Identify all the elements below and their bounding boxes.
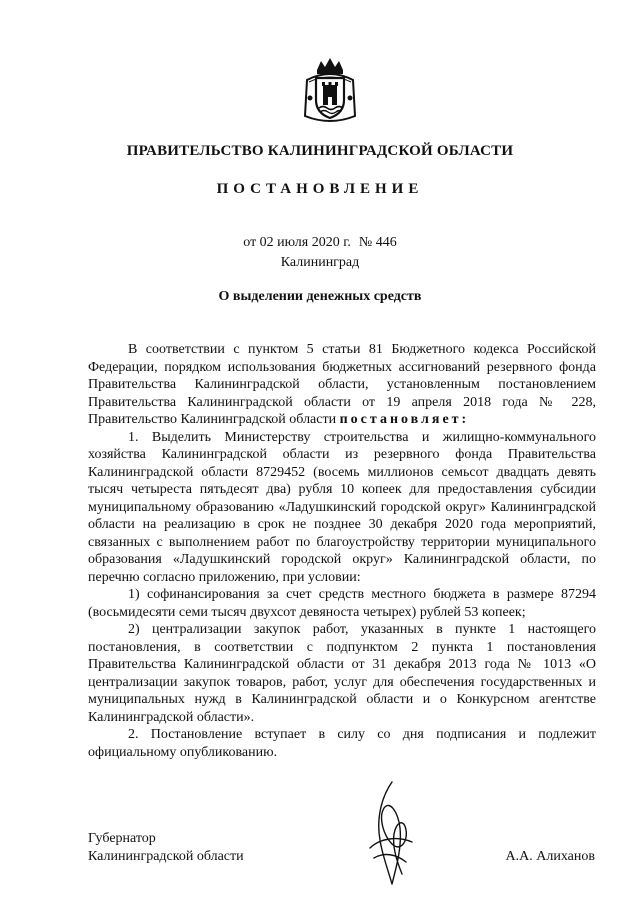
item-1-2-paragraph: 2) централизации закупок работ, указанных в пункте 1 настоящего постановления, в соответствии с подпунктом 2 пункта 1 постановления Правительства Калининградской области от 31 декабря 2013 года № 1013 «О централизации закупок товаров, работ, услуг для обеспечения государственных и муниципальных нужд в Калининградской области и о Конкурсном агентстве Калининградской области». — [88, 622, 596, 725]
preamble-paragraph — [88, 341, 596, 429]
preamble-text: В соответствии с пунктом 5 статьи 81 Бюджетного кодекса Российской Федерации, порядком использования бюджетных ассигнований резервного фонда Правительства Калининградской области, установленным постановлением Правительства Калининградской области от 19 апреля 2018 года № 228, Правительство Калининградской области — [88, 342, 596, 427]
signatory-title — [88, 830, 244, 865]
item-2-paragraph: 2. Постановление вступает в силу со дня подписания и подлежит официальному опубликованию. — [88, 727, 596, 760]
document-date: от 02 июля 2020 г. — [243, 235, 351, 250]
coat-of-arms-icon — [299, 56, 361, 126]
document-city: Калининград — [280, 255, 360, 270]
signatory-name: А.А. Алиханов — [505, 849, 595, 864]
date-line — [0, 235, 640, 251]
organization-title: ПРАВИТЕЛЬСТВО КАЛИНИНГРАДСКОЙ ОБЛАСТИ — [126, 143, 514, 159]
resolves-word: постановляет: — [339, 412, 470, 427]
handwritten-signature — [362, 778, 418, 888]
item-1-1-paragraph: 1) софинансирования за счет средств местного бюджета в размере 87294 (восьмидесяти семи тысяч двухсот девяноста четырех) рублей 53 копеек; — [88, 587, 596, 620]
signatory-title-line-2: Калининградской области — [88, 848, 244, 864]
document-subject: О выделении денежных средств — [218, 289, 422, 304]
item-1-paragraph: 1. Выделить Министерству строительства и жилищно-коммунального хозяйства Калининградской области из резервного фонда Правительства Калининградской области 8729452 (восемь миллионов семьсот двадцать девять тысяч четыреста пятьдесят два) рубля 10 копеек для предоставления субсидии муниципальному образованию «Ладушкинский городской округ» Калининградской области на реализацию в срок не позднее 30 декабря 2020 года мероприятий, связанных с выполнением работ по благоустройству территории муниципального образования «Ладушкинский городской округ» Калининградской области, по перечню согласно приложению, при условии: — [88, 429, 596, 585]
document-type: ПОСТАНОВЛЕНИЕ — [216, 181, 424, 197]
signatory-title-line-1: Губернатор — [88, 831, 156, 846]
document-number: № 446 — [358, 235, 397, 250]
document-body — [88, 341, 596, 761]
